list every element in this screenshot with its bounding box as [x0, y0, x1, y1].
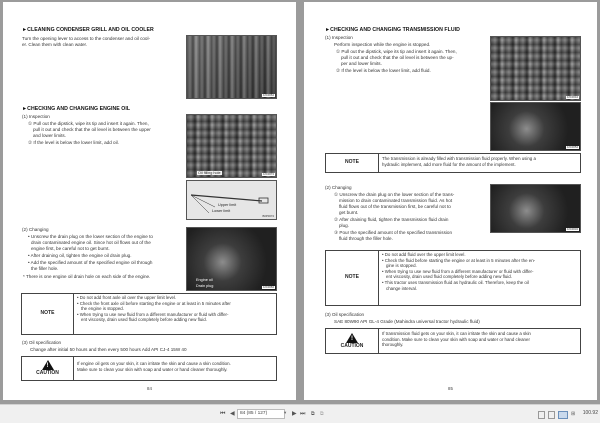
transmission-dipstick-photo	[490, 36, 581, 101]
note-body	[379, 154, 539, 172]
caution-text: If transmission fluid gets on your skin, it can irritate the skin and cause a skin	[382, 331, 531, 336]
page-number: 84	[147, 386, 152, 392]
figure-code: J2C0064	[262, 92, 274, 97]
note-bullet: the engine is stopped.	[81, 306, 124, 312]
warning-icon: !	[346, 333, 358, 343]
bullet-text: • After draining oil, tighten the engine oil drain plug.	[28, 253, 132, 258]
last-page-icon[interactable]: ⏭	[300, 411, 306, 417]
dipstick-diagram	[186, 180, 277, 220]
note-body	[379, 251, 538, 305]
note-bullet: • This tractor uses transmission fluid as hydraulic oil. Therefore, keep the oil	[382, 279, 529, 285]
step-text: ② After draining fluid, tighten the transmission fluid drain	[334, 217, 449, 222]
note-bullet: • When trying to use new fluid from a different manufacturer or fluid with differ-	[77, 311, 229, 317]
figure-caption: Oil filling hole	[198, 170, 221, 175]
note-bullet: • When trying to use new fluid from a different manufacturer or fluid with differ-	[382, 268, 534, 274]
condenser-photo	[186, 35, 277, 99]
caution-label-cell	[22, 357, 74, 380]
caution-body	[74, 357, 234, 380]
zoom-level[interactable]: 100.92	[582, 410, 598, 416]
caution-body	[379, 329, 534, 353]
step-text: mission to drain contaminated transmission fluid. As hot	[339, 198, 453, 203]
note-body	[74, 294, 234, 334]
note-text: hydraulic implement, add more fluid for the amount of the implement.	[382, 161, 516, 167]
body-text: Turn the opening lever to access to the condenser and oil cool-	[22, 36, 151, 41]
note-box	[325, 250, 581, 306]
figure-code: J2C0074	[262, 171, 274, 176]
section-title-engine-oil: ►CHECKING AND CHANGING ENGINE OIL	[22, 106, 131, 112]
caution-label-cell	[326, 329, 379, 353]
step-text: and lower limits.	[33, 133, 66, 138]
body-text: Perform inspection while the engine is stopped.	[334, 42, 431, 47]
note-bullet: gine is stopped.	[386, 263, 417, 269]
figure-code: J2C0084	[262, 284, 274, 289]
subheading: (2) Changing	[22, 227, 49, 232]
caution-label: CAUTION	[36, 370, 59, 377]
note-label: NOTE	[326, 154, 379, 172]
oil-filling-hole-photo	[186, 114, 277, 178]
previous-page-icon[interactable]: ◀	[230, 411, 235, 417]
subheading: (3) Oil specification	[325, 312, 365, 317]
note-box	[21, 293, 277, 335]
note-text: The transmission is already filled with transmission fluid properly. When using a	[382, 156, 536, 161]
body-text: er. Clean them with clean water.	[22, 42, 88, 47]
subheading: (2) Changing	[325, 185, 352, 190]
upper-limit-label: Upper limit	[218, 203, 237, 207]
caution-label: CAUTION	[340, 342, 364, 349]
step-text: ① Pull out the dipstick, wipe its tip and insert it again. Then,	[28, 121, 149, 126]
section-title-transmission-fluid: ►CHECKING AND CHANGING TRANSMISSION FLUID	[325, 27, 460, 33]
note-bullet: • Check the fluid before starting the engine or at least in 5 minutes after the en-	[382, 257, 536, 263]
oil-spec-text: SAE 80W90 API GL-4 Grade (Mahindra universal tractor hydraulic fluid)	[334, 319, 480, 324]
subheading: (1) Inspection	[22, 114, 50, 119]
figure-code: B0P0074	[262, 213, 274, 218]
step-text: ② If the level is below the lower limit, add fluid.	[336, 68, 431, 73]
step-text: ③ Pour the specified amount of the specified transmission	[334, 230, 453, 235]
step-text: plug.	[339, 223, 349, 228]
next-page-icon[interactable]: ▶	[292, 411, 297, 417]
caution-text: Make sure to clean your skin with soap and water or hand cleaner thoroughly.	[77, 366, 228, 372]
continuous-view-icon[interactable]	[548, 411, 555, 419]
step-text: ② If the level is below the lower limit, add oil.	[28, 140, 119, 145]
figure-code: J2C0044	[566, 94, 578, 99]
caution-text: thoroughly.	[382, 342, 404, 348]
engine-oil-drain-plug-photo	[186, 227, 277, 291]
note-bullet: • Do not add fluid over the upper limit level.	[382, 252, 466, 257]
note-bullet: change interval.	[386, 285, 417, 291]
note-bullet: ent viscosity, drain used fluid completely before adding new fluid.	[386, 274, 512, 280]
two-page-view-icon[interactable]	[558, 411, 568, 419]
figure-code: J2C0034	[566, 226, 578, 231]
step-text: ① Unscrew the drain plug on the lower section of the trans-	[334, 192, 455, 197]
page-85	[304, 2, 597, 400]
transmission-drain-plug-photo	[490, 184, 581, 233]
section-title-condenser: ►CLEANING CONDENSER GRILL AND OIL COOLER	[22, 27, 154, 33]
bullet-text: • Add the specified amount of the specified engine oil through	[28, 260, 153, 265]
copy-page-icon[interactable]: ⧉	[311, 411, 315, 417]
single-page-view-icon[interactable]	[538, 411, 545, 419]
bullet-text: • Unscrew the drain plug on the lower section of the engine to	[28, 234, 153, 239]
footnote: * There is one engine oil drain hole on each side of the engine.	[23, 274, 151, 279]
bullet-text: the filler hole.	[31, 266, 59, 271]
figure-caption: Drain plug	[196, 283, 214, 288]
page-number-input[interactable]: 84 (85 / 127)	[237, 409, 285, 419]
figure-caption: Engine oil	[196, 277, 213, 282]
caution-text: condition. Make sure to clean your skin with soap and water or hand cleaner	[382, 336, 530, 342]
subheading: (1) Inspection	[325, 35, 353, 40]
chevron-down-icon[interactable]: ▾	[284, 410, 287, 415]
note-label: NOTE	[22, 294, 74, 334]
oil-spec-text: Change after initial 50 hours and then every 500 hours Add API CJ-4 15W 40	[30, 347, 187, 352]
first-page-icon[interactable]: ⏮	[220, 411, 226, 417]
note-box	[325, 153, 581, 173]
caution-box	[325, 328, 581, 354]
caution-text: If engine oil gets on your skin, it can irritate the skin and cause a skin condition.	[77, 361, 231, 366]
two-page-continuous-view-icon[interactable]: ⊞	[571, 411, 576, 417]
step-text: ① Pull out the dipstick, wipe its tip and insert it again. Then,	[336, 49, 457, 54]
subheading: (3) Oil specification	[22, 340, 62, 345]
viewer-toolbar	[0, 404, 600, 423]
step-text: fluid flows out of the transmission first, be careful not to	[339, 204, 451, 209]
warning-icon: !	[42, 360, 54, 370]
page-84	[3, 2, 296, 400]
paste-page-icon[interactable]: ⧉	[320, 411, 324, 417]
lower-limit-label: Lower limit	[212, 209, 231, 213]
note-bullet: • Do not add front axle oil over the upper limit level.	[77, 295, 177, 300]
step-text: get burnt.	[339, 210, 359, 215]
note-bullet: • Check the front axle oil before starting the engine or at least in 5 minutes after	[77, 300, 231, 306]
step-text: pull it out and check that the oil level is between the up-	[341, 55, 454, 60]
step-text: pull it out and check that the oil level is between the upper	[33, 127, 151, 132]
bullet-text: engine first, be careful not to get burnt.	[31, 246, 110, 251]
note-label: NOTE	[326, 251, 379, 305]
bullet-text: drain contaminated engine oil. Since hot oil flows out of the	[31, 240, 151, 245]
step-text: per and lower limits.	[341, 61, 382, 66]
step-text: fluid through the filler hole.	[339, 236, 393, 241]
caution-box	[21, 356, 277, 381]
note-bullet: ent viscosity, drain used fluid completely before adding new fluid.	[81, 317, 207, 323]
transmission-filler-photo	[490, 102, 581, 151]
page-number: 85	[448, 386, 453, 392]
figure-code: J2C0054	[566, 144, 578, 149]
